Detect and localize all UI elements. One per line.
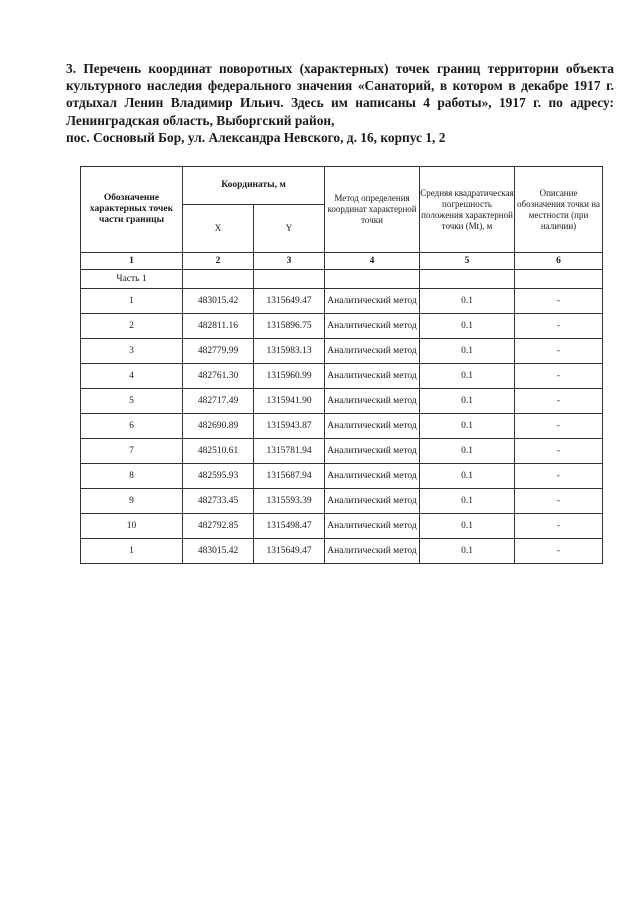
column-number: 1 bbox=[81, 253, 183, 270]
table-row bbox=[81, 514, 603, 539]
point-number: 1 bbox=[81, 289, 183, 314]
coord-y: 1315593.39 bbox=[254, 489, 325, 514]
coord-x: 482510.61 bbox=[183, 439, 254, 464]
heading-line-5: пос. Сосновый Бор, ул. Александра Невского, д. 16, корпус 1, 2 bbox=[66, 129, 446, 145]
heading-line-3: в декабре 1917 г. отдыхал Ленин Владимир Ильич. Здесь им написаны bbox=[66, 78, 614, 111]
table-row bbox=[81, 364, 603, 389]
table-row bbox=[81, 539, 603, 564]
method: Аналитический метод bbox=[325, 464, 420, 489]
description: - bbox=[515, 339, 603, 364]
header-method: Метод определения координат характерной точки bbox=[325, 167, 420, 253]
table-header-row bbox=[81, 167, 603, 205]
coord-x: 482761.30 bbox=[183, 364, 254, 389]
column-number: 4 bbox=[325, 253, 420, 270]
coord-y: 1315896.75 bbox=[254, 314, 325, 339]
method: Аналитический метод bbox=[325, 389, 420, 414]
coord-y: 1315649.47 bbox=[254, 289, 325, 314]
coordinates-table bbox=[80, 166, 603, 564]
coord-x: 482690.89 bbox=[183, 414, 254, 439]
coord-y: 1315943.87 bbox=[254, 414, 325, 439]
accuracy: 0.1 bbox=[420, 489, 515, 514]
table-row bbox=[81, 464, 603, 489]
column-number: 2 bbox=[183, 253, 254, 270]
header-x: X bbox=[183, 205, 254, 253]
description: - bbox=[515, 364, 603, 389]
table-row bbox=[81, 489, 603, 514]
coord-x: 483015.42 bbox=[183, 539, 254, 564]
coord-x: 482717.49 bbox=[183, 389, 254, 414]
point-number: 2 bbox=[81, 314, 183, 339]
point-number: 8 bbox=[81, 464, 183, 489]
table-row bbox=[81, 389, 603, 414]
heading-line-2: объекта культурного наследия федерального значения «Санаторий, в котором bbox=[66, 61, 614, 94]
point-number: 3 bbox=[81, 339, 183, 364]
method: Аналитический метод bbox=[325, 289, 420, 314]
description: - bbox=[515, 464, 603, 489]
point-number: 5 bbox=[81, 389, 183, 414]
method: Аналитический метод bbox=[325, 539, 420, 564]
method: Аналитический метод bbox=[325, 439, 420, 464]
point-number: 7 bbox=[81, 439, 183, 464]
accuracy: 0.1 bbox=[420, 389, 515, 414]
coord-y: 1315781.94 bbox=[254, 439, 325, 464]
coord-x: 483015.42 bbox=[183, 289, 254, 314]
table-row bbox=[81, 414, 603, 439]
document-heading bbox=[66, 60, 614, 146]
header-description: Описание обозначения точки на местности (при наличии) bbox=[515, 167, 603, 253]
coord-y: 1315498.47 bbox=[254, 514, 325, 539]
coord-y: 1315649.47 bbox=[254, 539, 325, 564]
header-accuracy: Средняя квадратическая погрешность положения характерной точки (Mt), м bbox=[420, 167, 515, 253]
accuracy: 0.1 bbox=[420, 289, 515, 314]
description: - bbox=[515, 539, 603, 564]
column-number: 6 bbox=[515, 253, 603, 270]
accuracy: 0.1 bbox=[420, 464, 515, 489]
coord-y: 1315960.99 bbox=[254, 364, 325, 389]
method: Аналитический метод bbox=[325, 414, 420, 439]
method: Аналитический метод bbox=[325, 514, 420, 539]
coord-y: 1315983.13 bbox=[254, 339, 325, 364]
description: - bbox=[515, 439, 603, 464]
method: Аналитический метод bbox=[325, 364, 420, 389]
heading-line-4: 4 работы», 1917 г. по адресу: Ленинградская область, Выборгский район, bbox=[66, 95, 614, 128]
coord-x: 482811.16 bbox=[183, 314, 254, 339]
description: - bbox=[515, 489, 603, 514]
description: - bbox=[515, 389, 603, 414]
table-row bbox=[81, 289, 603, 314]
table-row bbox=[81, 339, 603, 364]
coord-x: 482779.99 bbox=[183, 339, 254, 364]
accuracy: 0.1 bbox=[420, 514, 515, 539]
accuracy: 0.1 bbox=[420, 439, 515, 464]
accuracy: 0.1 bbox=[420, 414, 515, 439]
accuracy: 0.1 bbox=[420, 314, 515, 339]
header-designation: Обозначение характерных точек части границы bbox=[81, 167, 183, 253]
point-number: 6 bbox=[81, 414, 183, 439]
point-number: 10 bbox=[81, 514, 183, 539]
method: Аналитический метод bbox=[325, 314, 420, 339]
description: - bbox=[515, 514, 603, 539]
method: Аналитический метод bbox=[325, 489, 420, 514]
column-numbers-row bbox=[81, 253, 603, 270]
accuracy: 0.1 bbox=[420, 364, 515, 389]
heading-line-1: 3. Перечень координат поворотных (характерных) точек границ территории bbox=[66, 61, 559, 76]
description: - bbox=[515, 414, 603, 439]
coord-x: 482792.85 bbox=[183, 514, 254, 539]
table-row bbox=[81, 314, 603, 339]
header-coordinates: Координаты, м bbox=[183, 167, 325, 205]
column-number: 5 bbox=[420, 253, 515, 270]
coord-x: 482595.93 bbox=[183, 464, 254, 489]
part-row bbox=[81, 270, 603, 289]
method: Аналитический метод bbox=[325, 339, 420, 364]
point-number: 1 bbox=[81, 539, 183, 564]
description: - bbox=[515, 289, 603, 314]
column-number: 3 bbox=[254, 253, 325, 270]
coord-y: 1315941.90 bbox=[254, 389, 325, 414]
coord-y: 1315687.94 bbox=[254, 464, 325, 489]
part-label: Часть 1 bbox=[81, 270, 183, 289]
point-number: 4 bbox=[81, 364, 183, 389]
point-number: 9 bbox=[81, 489, 183, 514]
accuracy: 0.1 bbox=[420, 539, 515, 564]
header-y: Y bbox=[254, 205, 325, 253]
description: - bbox=[515, 314, 603, 339]
table-row bbox=[81, 439, 603, 464]
coord-x: 482733.45 bbox=[183, 489, 254, 514]
accuracy: 0.1 bbox=[420, 339, 515, 364]
